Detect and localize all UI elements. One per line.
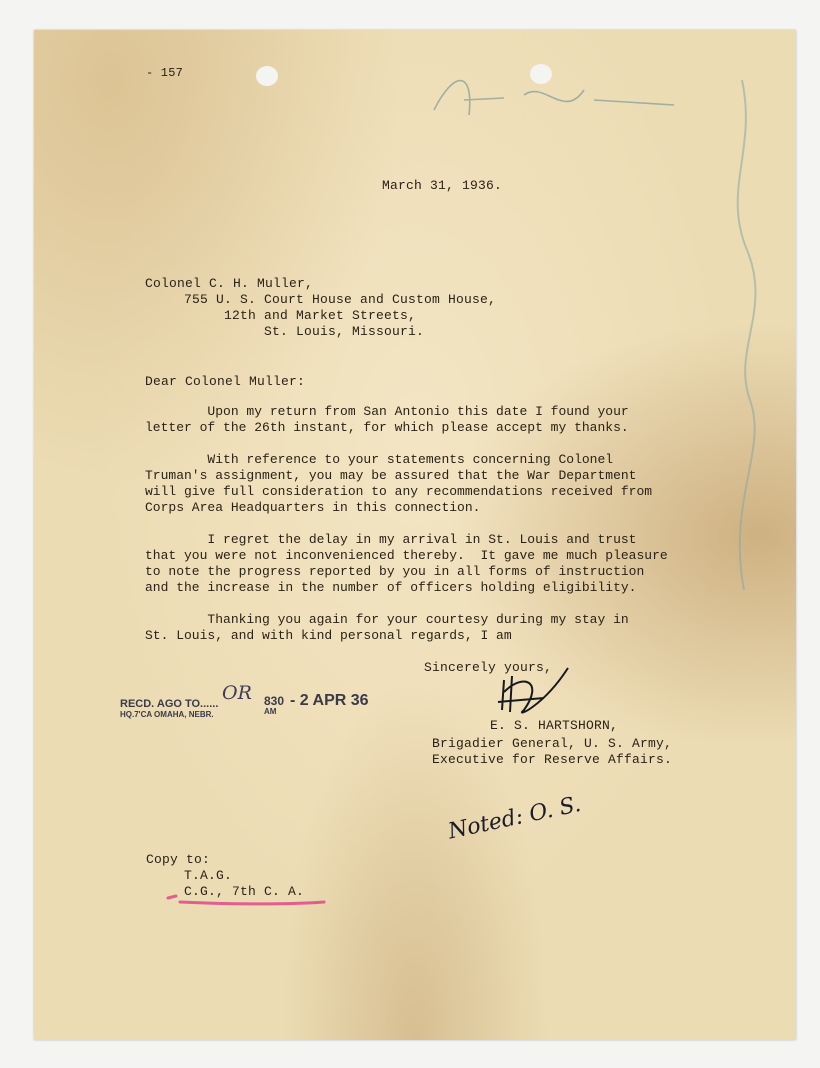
paragraph-2: With reference to your statements concerning Colonel Truman's assignment, you may be assured that the War Department will give full consideration to any recommendations received from Corps Area Headquarters in this connection.: [145, 452, 653, 515]
handwritten-signature: [484, 662, 574, 724]
stamp-location: HQ.7'CA OMAHA, NEBR.: [120, 710, 214, 719]
salutation: Dear Colonel Muller:: [145, 374, 306, 389]
copy-line-1: T.A.G.: [184, 868, 233, 883]
address-line-1: Colonel C. H. Muller,: [145, 276, 314, 291]
closing: Sincerely yours,: [424, 660, 553, 675]
paragraph-3: I regret the delay in my arrival in St. Louis and trust that you were not inconvenienced thereby. It gave me much pleasure to note the progress reported by you in all forms of instruction and the increase in the number of officers holding eligibility.: [145, 532, 668, 595]
copy-line-2: C.G., 7th C. A.: [184, 884, 305, 899]
signer-name: E. S. HARTSHORN,: [490, 718, 619, 733]
paragraph-4: Thanking you again for your courtesy during my stay in St. Louis, and with kind personal regards, I am: [145, 612, 629, 643]
pink-underline-mark: [164, 890, 334, 910]
letter-date: March 31, 1936.: [382, 178, 503, 193]
page-number: - 157: [146, 66, 184, 80]
pencil-scribble: [414, 60, 694, 130]
signer-title-1: Brigadier General, U. S. Army,: [432, 736, 673, 751]
stamp-initials: OR: [222, 682, 252, 704]
paragraph-1: Upon my return from San Antonio this date I found your letter of the 26th instant, for which please accept my thanks.: [145, 404, 629, 435]
stamp-time: 830: [264, 694, 285, 708]
copy-label: Copy to:: [146, 852, 211, 867]
stamp-received-line: RECD. AGO TO......: [120, 698, 219, 710]
address-line-4: St. Louis, Missouri.: [264, 324, 425, 339]
margin-pencil-note: [702, 70, 782, 630]
stamp-ampm: AM: [264, 707, 277, 716]
stamp-date: - 2 APR 36: [290, 692, 369, 709]
signer-title-2: Executive for Reserve Affairs.: [432, 752, 673, 767]
punch-hole: [256, 66, 278, 86]
address-line-3: 12th and Market Streets,: [224, 308, 417, 323]
handwritten-note: Noted: O. S.: [446, 791, 584, 845]
address-line-2: 755 U. S. Court House and Custom House,: [184, 292, 497, 307]
